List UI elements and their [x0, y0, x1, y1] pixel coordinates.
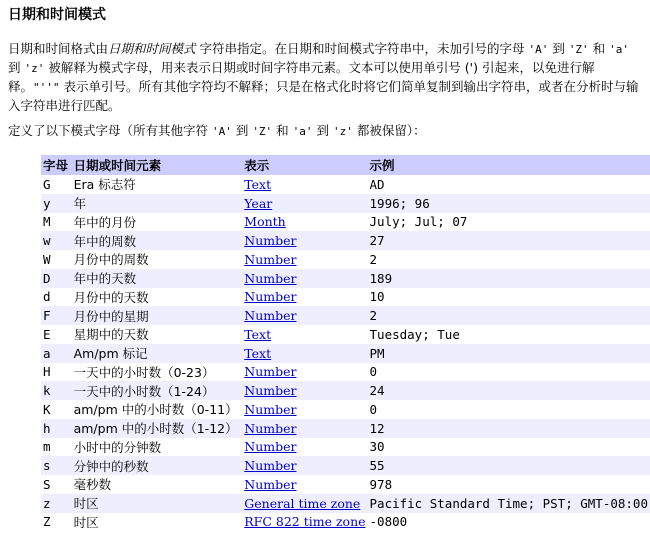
table-header-row: [41, 155, 650, 175]
header-letter: 字母: [41, 155, 72, 175]
date-time-element: 毫秒数: [73, 477, 112, 493]
example-value: 0: [369, 401, 378, 417]
table-row: [41, 231, 650, 250]
presentation-link[interactable]: Number: [244, 289, 297, 305]
presentation-link[interactable]: Text: [244, 176, 272, 192]
presentation-cell: [242, 175, 367, 194]
table-row: [41, 494, 650, 513]
definition-sentence: 定义了以下模式字母（所有其他字符 'A' 到 'Z' 和 'a' 到 'z' 都被保留）：: [8, 123, 426, 138]
presentation-link[interactable]: Number: [244, 401, 297, 417]
emphasis-term: 日期和时间模式: [108, 41, 196, 56]
date-time-element: Am/pm 标记: [72, 344, 243, 363]
example-value: Pacific Standard Time; PST; GMT-08:00: [368, 494, 650, 513]
presentation-cell: [242, 344, 367, 363]
intro-paragraph: 日期和时间格式由日期和时间模式 字符串指定。在日期和时间模式字符串中，未加引号的字母 'A' 到 'Z' 和 'a' 到 'z' 被解释为模式字母，用来表示日期或时间字符串元素。文本可以使用单引号 (') 引起来，以免进行解释。"''" 表示单引号。所有其他字符均不解释；只是在格式化时将它们简单复制到输出字符串，或者在分析时与输入字符串进行匹配。: [8, 41, 639, 113]
example-value: AD: [369, 176, 385, 192]
table-row: [41, 250, 650, 269]
table-row: [41, 475, 650, 494]
example-value: July; Jul; 07: [369, 214, 468, 230]
header-example: 示例: [368, 155, 650, 175]
table-row: [41, 306, 650, 325]
presentation-cell: [242, 288, 367, 307]
example-value: 27: [368, 231, 650, 250]
header-presentation: 表示: [242, 155, 367, 175]
presentation-cell: [242, 231, 367, 250]
table-row: [41, 175, 650, 194]
presentation-link[interactable]: Year: [244, 195, 273, 211]
presentation-link[interactable]: Number: [244, 476, 297, 492]
presentation-cell: [242, 475, 367, 494]
table-row: [41, 194, 650, 213]
presentation-link[interactable]: Text: [244, 345, 272, 361]
example-value: 1996; 96: [368, 194, 650, 213]
presentation-cell: [242, 438, 367, 457]
table-row: [41, 419, 650, 438]
pattern-letter: H: [43, 364, 51, 380]
presentation-cell: [242, 325, 367, 344]
pattern-letter: w: [41, 231, 72, 250]
example-value: 12: [368, 419, 650, 438]
table-row: [41, 400, 650, 419]
header-element: 日期或时间元素: [72, 155, 243, 175]
presentation-link[interactable]: Number: [244, 383, 297, 399]
table-row: [41, 513, 650, 532]
table-row: [41, 363, 650, 382]
date-time-element: Era 标志符: [73, 177, 136, 193]
pattern-letter: D: [41, 269, 72, 288]
pattern-letter: Z: [43, 514, 51, 530]
example-value: 2: [368, 306, 650, 325]
pattern-letter: h: [41, 419, 72, 438]
table-row: [41, 381, 650, 400]
presentation-cell: [242, 213, 367, 232]
example-value: PM: [368, 344, 650, 363]
presentation-cell: [242, 269, 367, 288]
pattern-letter: F: [41, 306, 72, 325]
pattern-letter: M: [43, 214, 51, 230]
presentation-link[interactable]: Number: [244, 420, 297, 436]
presentation-cell: [242, 494, 367, 513]
date-time-element: 年中的月份: [73, 214, 137, 230]
table-row: [41, 288, 650, 307]
presentation-cell: [242, 419, 367, 438]
presentation-cell: [242, 513, 367, 532]
pattern-letter-table: [41, 155, 650, 531]
pattern-letter: k: [41, 381, 72, 400]
example-value: 10: [369, 289, 385, 305]
date-time-element: 时区: [72, 494, 243, 513]
example-value: 24: [368, 381, 650, 400]
presentation-cell: [242, 456, 367, 475]
pattern-letter: S: [43, 476, 51, 492]
presentation-cell: [242, 250, 367, 269]
example-value: Tuesday; Tue: [369, 326, 460, 342]
date-time-element: 时区: [73, 514, 99, 530]
presentation-link[interactable]: Number: [244, 308, 297, 324]
example-value: 30: [369, 439, 385, 455]
presentation-link[interactable]: Number: [244, 233, 297, 249]
pattern-letter: m: [43, 439, 51, 455]
presentation-cell: [242, 306, 367, 325]
presentation-link[interactable]: Month: [244, 214, 286, 230]
pattern-letter: E: [43, 326, 51, 342]
table-row: [41, 344, 650, 363]
table-row: [41, 269, 650, 288]
date-time-element: 星期中的天数: [73, 327, 149, 343]
example-value: 189: [368, 269, 650, 288]
section-heading: 日期和时间模式: [8, 7, 106, 23]
date-time-element: am/pm 中的小时数（0-11）: [73, 402, 238, 418]
pattern-letter: y: [41, 194, 72, 213]
example-value: 978: [369, 476, 393, 492]
date-time-element: 一天中的小时数（0-23）: [73, 364, 215, 380]
date-time-element: 年中的天数: [72, 269, 243, 288]
presentation-link[interactable]: General time zone: [244, 495, 361, 511]
date-time-element: 年: [72, 194, 243, 213]
presentation-link[interactable]: Text: [244, 326, 272, 342]
presentation-cell: [242, 194, 367, 213]
date-time-element: 年中的周数: [72, 231, 243, 250]
presentation-link[interactable]: Number: [244, 439, 297, 455]
presentation-cell: [242, 400, 367, 419]
presentation-link[interactable]: RFC 822 time zone: [244, 514, 366, 530]
example-value: -0800: [369, 514, 408, 530]
pattern-letter: s: [41, 456, 72, 475]
presentation-link[interactable]: Number: [244, 270, 297, 286]
presentation-cell: [242, 363, 367, 382]
date-time-element: 月份中的周数: [73, 252, 149, 268]
table-row: [41, 456, 650, 475]
date-time-element: 分钟中的秒数: [72, 456, 243, 475]
table-body: [41, 175, 650, 531]
pattern-letter: W: [43, 251, 51, 267]
presentation-link[interactable]: Number: [244, 458, 297, 474]
example-value: 2: [369, 251, 378, 267]
pattern-letter: K: [43, 401, 51, 417]
pattern-letter: a: [41, 344, 72, 363]
presentation-link[interactable]: Number: [244, 364, 297, 380]
date-time-element: 月份中的天数: [73, 289, 149, 305]
table-row: [41, 213, 650, 232]
date-time-element: 一天中的小时数（1-24）: [72, 381, 243, 400]
presentation-cell: [242, 381, 367, 400]
pattern-letter: z: [41, 494, 72, 513]
pattern-letter: G: [43, 176, 51, 192]
date-time-element: 小时中的分钟数: [73, 439, 162, 455]
pattern-letter: d: [43, 289, 51, 305]
date-time-element: am/pm 中的小时数（1-12）: [72, 419, 243, 438]
example-value: 55: [368, 456, 650, 475]
table-row: [41, 438, 650, 457]
date-time-element: 月份中的星期: [72, 306, 243, 325]
table-row: [41, 325, 650, 344]
presentation-link[interactable]: Number: [244, 251, 297, 267]
example-value: 0: [369, 364, 378, 380]
